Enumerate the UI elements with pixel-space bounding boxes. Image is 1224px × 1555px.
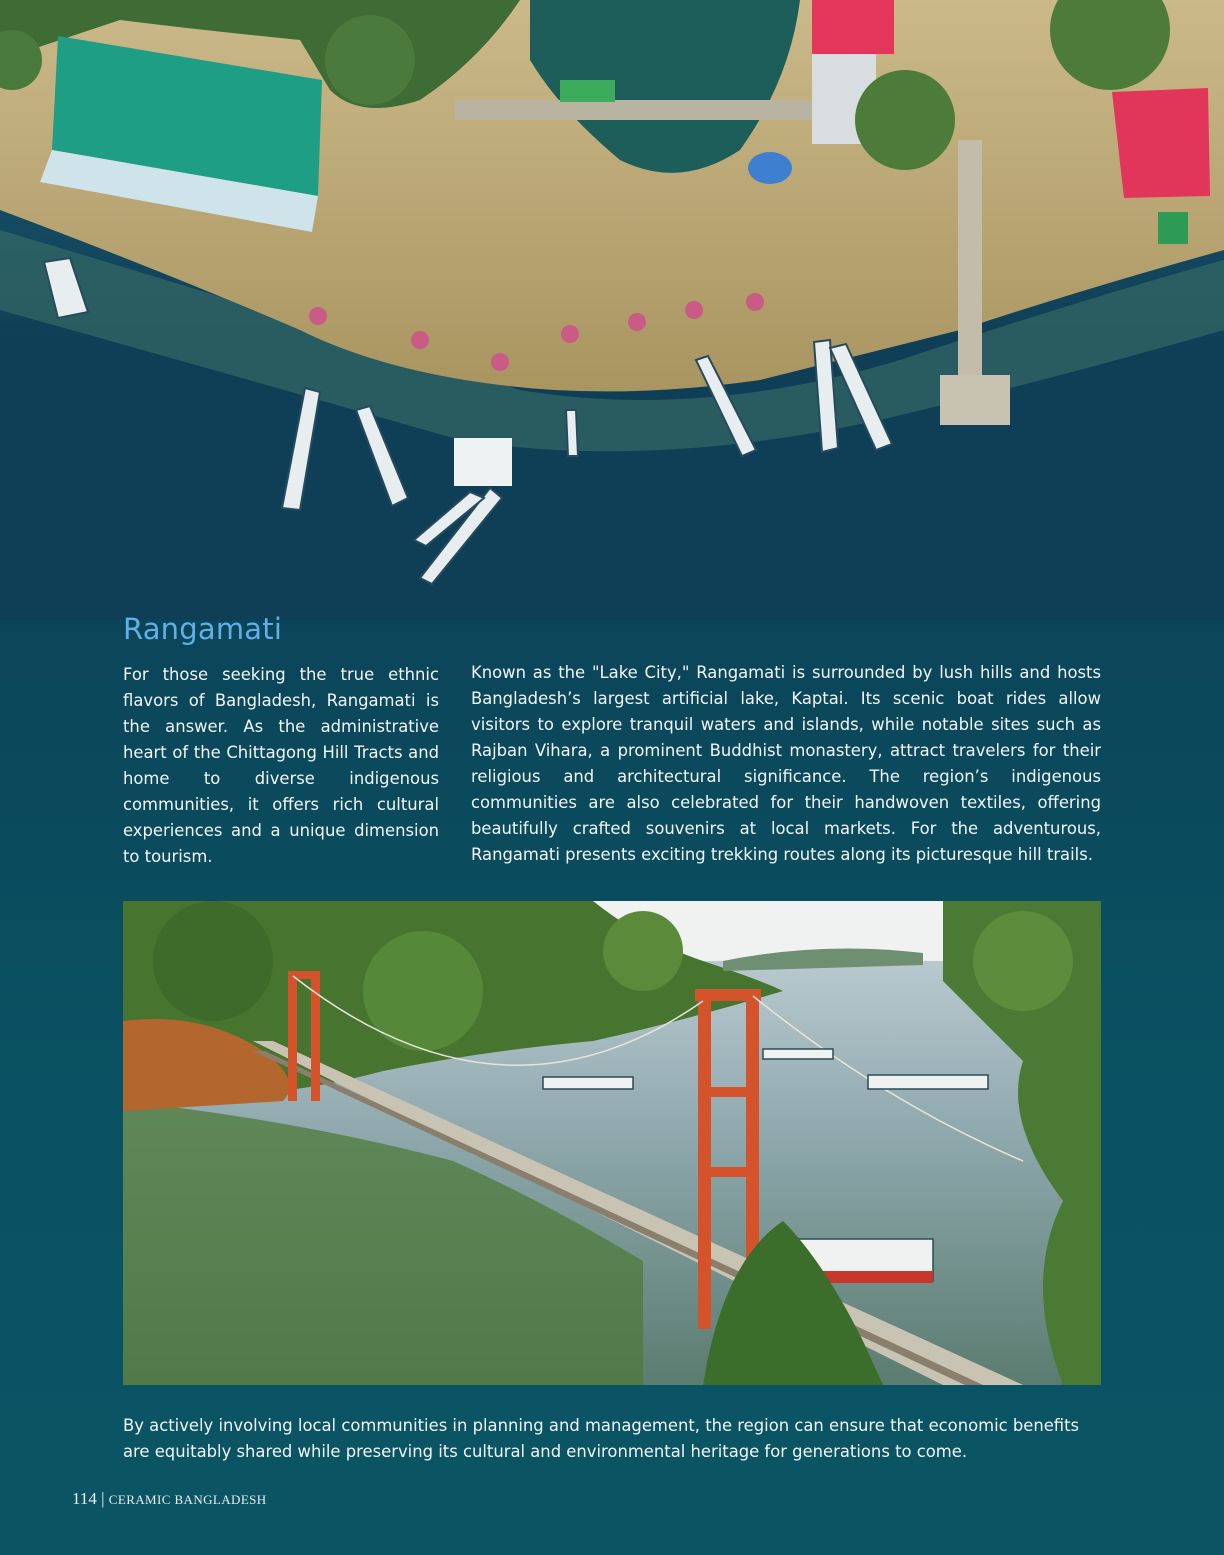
hanging-bridge-photo [123,901,1101,1385]
aerial-lakeside-photo [0,0,1224,620]
closing-paragraph: By actively involving local communities in planning and management, the region can ensure that economic benefits are equitably shared while preserving its cultural and environmental heritage for generations to come. [123,1416,1080,1461]
footer-separator: | [101,1489,105,1508]
page-number: 114 [72,1489,97,1508]
lake-city-paragraph: Known as the "Lake City," Rangamati is surrounded by lush hills and hosts Bangladesh’s largest artificial lake, Kaptai. Its scenic boat rides allow visitors to explore tranquil waters and islands, while notable sites such as Rajban Vihara, a prominent Buddhist monastery, attract travelers for their religious and architectural significance. The region’s indigenous communities are also celebrated for their handwoven textiles, offering beautifully crafted souvenirs at local markets. For the adventurous, Rangamati presents exciting trekking routes along its picturesque hill trails. [471,663,1101,864]
section-title: Rangamati [123,612,283,646]
intro-paragraph: For those seeking the true ethnic flavors of Bangladesh, Rangamati is the answer. As the administrative heart of the Chittagong Hill Tracts and home to diverse indigenous communities, it offers rich cultural experiences and a unique dimension to tourism. [123,665,439,866]
publication-name: CERAMIC BANGLADESH [108,1492,267,1507]
page-footer [72,1489,267,1509]
